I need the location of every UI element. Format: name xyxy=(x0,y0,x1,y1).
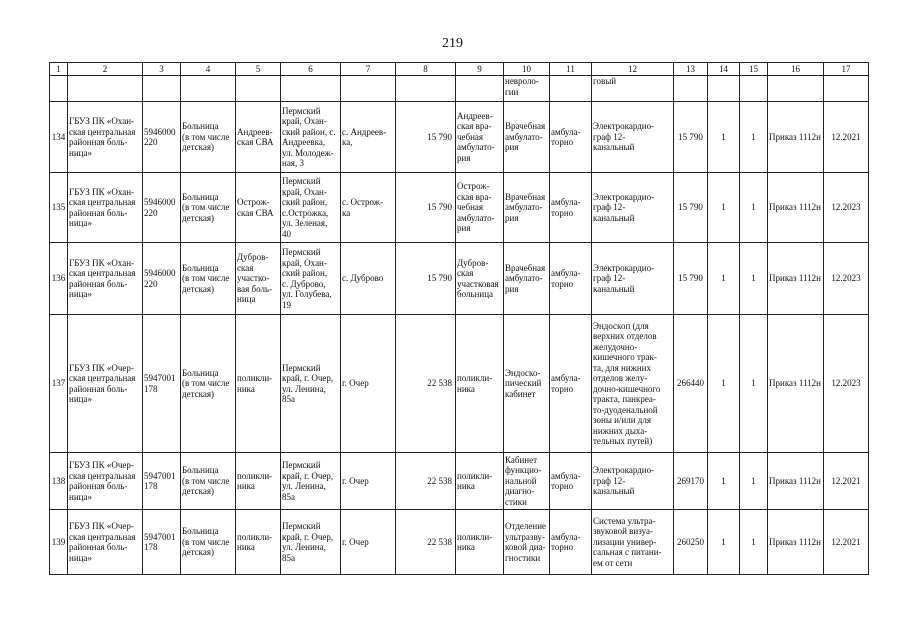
department: Эндоско- пический кабинет xyxy=(504,315,550,453)
carry-over-dept: невроло- гии xyxy=(504,76,550,102)
org-code: 5946000 220 xyxy=(143,173,181,243)
column-header: 13 xyxy=(674,63,708,76)
organization-name: ГБУЗ ПК «Очер- ская центральная районная боль- ница» xyxy=(68,510,143,575)
org-code: 5947001 178 xyxy=(143,315,181,453)
table-row xyxy=(50,173,869,243)
quantity-planned: 1 xyxy=(740,173,768,243)
target-date: 12.2023 xyxy=(824,315,869,453)
organization-name: ГБУЗ ПК «Очер- ская центральная районная боль- ница» xyxy=(68,315,143,453)
quantity-planned: 1 xyxy=(740,315,768,453)
target-date: 12.2021 xyxy=(824,510,869,575)
org-code: 5946000 220 xyxy=(143,102,181,173)
subunit-name: Андреев- ская вра- чебная амбулато- рия xyxy=(456,102,504,173)
population: 22 538 xyxy=(396,453,456,510)
column-header: 14 xyxy=(708,63,740,76)
facility-type: Больница (в том числе детская) xyxy=(181,510,236,575)
page-number: 219 xyxy=(442,36,463,51)
department: Врачебная амбулато- рия xyxy=(504,173,550,243)
column-header: 7 xyxy=(341,63,396,76)
equipment-name: Система ультра- звуковой визуа- лизации универ- сальная с питани- ем от сети xyxy=(592,510,674,575)
quantity: 1 xyxy=(708,510,740,575)
unit-name: Андреев- ская СВА xyxy=(236,102,281,173)
quantity-planned: 1 xyxy=(740,453,768,510)
subunit-name: поликли- ника xyxy=(456,510,504,575)
population: 22 538 xyxy=(396,315,456,453)
row-number: 136 xyxy=(50,243,68,315)
care-form: амбула- торно xyxy=(550,315,592,453)
target-date: 12.2023 xyxy=(824,173,869,243)
target-date: 12.2021 xyxy=(824,102,869,173)
row-number: 138 xyxy=(50,453,68,510)
subunit-name: Дубров- ская участковая больница xyxy=(456,243,504,315)
row-number: 137 xyxy=(50,315,68,453)
population: 15 790 xyxy=(396,102,456,173)
population: 15 790 xyxy=(396,173,456,243)
locality: г. Очер xyxy=(341,315,396,453)
quantity: 1 xyxy=(708,173,740,243)
unit-name: поликли- ника xyxy=(236,510,281,575)
table-row xyxy=(50,510,869,575)
table-row xyxy=(50,243,869,315)
price: 269170 xyxy=(674,453,708,510)
order-ref: Приказ 1112н xyxy=(768,315,824,453)
column-header: 8 xyxy=(396,63,456,76)
organization-name: ГБУЗ ПК «Охан- ская центральная районная боль- ница» xyxy=(68,243,143,315)
column-header: 1 xyxy=(50,63,68,76)
address: Пермский край, г. Очер, ул. Ленина, 85а xyxy=(281,453,341,510)
column-header: 10 xyxy=(504,63,550,76)
quantity-planned: 1 xyxy=(740,102,768,173)
order-ref: Приказ 1112н xyxy=(768,453,824,510)
department: Кабинет функцио- нальной диагно- стики xyxy=(504,453,550,510)
column-header: 4 xyxy=(181,63,236,76)
order-ref: Приказ 1112н xyxy=(768,102,824,173)
column-header: 3 xyxy=(143,63,181,76)
order-ref: Приказ 1112н xyxy=(768,243,824,315)
address: Пермский край, Охан- ский район, с. Дуброво, ул. Голубева, 19 xyxy=(281,243,341,315)
column-header: 17 xyxy=(824,63,869,76)
row-number: 139 xyxy=(50,510,68,575)
equipment-name: Электрокардио- граф 12- канальный xyxy=(592,243,674,315)
target-date: 12.2021 xyxy=(824,453,869,510)
table-row xyxy=(50,315,869,453)
unit-name: Острож- ская СВА xyxy=(236,173,281,243)
department: Отделение ультразву- ковой диа- гностики xyxy=(504,510,550,575)
unit-name: поликли- ника xyxy=(236,315,281,453)
locality: с. Дуброво xyxy=(341,243,396,315)
care-form: амбула- торно xyxy=(550,453,592,510)
address: Пермский край, Охан- ский район, с. Андреевка, ул. Молодеж- ная, 3 xyxy=(281,102,341,173)
price: 260250 xyxy=(674,510,708,575)
address: Пермский край, г. Очер, ул. Ленина, 85а xyxy=(281,510,341,575)
facility-type: Больница (в том числе детская) xyxy=(181,453,236,510)
carry-over-equipment: говый xyxy=(592,76,674,102)
quantity: 1 xyxy=(708,315,740,453)
facility-type: Больница (в том числе детская) xyxy=(181,315,236,453)
address: Пермский край, г. Очер, ул. Ленина, 85а xyxy=(281,315,341,453)
organization-name: ГБУЗ ПК «Охан- ская центральная районная боль- ница» xyxy=(68,173,143,243)
price: 266440 xyxy=(674,315,708,453)
column-header: 9 xyxy=(456,63,504,76)
facility-type: Больница (в том числе детская) xyxy=(181,243,236,315)
locality: с. Острож- ка xyxy=(341,173,396,243)
order-ref: Приказ 1112н xyxy=(768,510,824,575)
equipment-name: Электрокардио- граф 12- канальный xyxy=(592,173,674,243)
unit-name: Дубров- ская участко- вая боль- ница xyxy=(236,243,281,315)
column-header: 16 xyxy=(768,63,824,76)
locality: г. Очер xyxy=(341,453,396,510)
locality: г. Очер xyxy=(341,510,396,575)
department: Врачебная амбулато- рия xyxy=(504,243,550,315)
org-code: 5947001 178 xyxy=(143,453,181,510)
header-row xyxy=(50,63,869,76)
equipment-name: Эндоскоп (для верхних отделов желудочно- кишечного трак- та, для нижних отделов желу- дочно-кишечного тракта, панкреа- то-дуоденальной зоны и/или для нижних дыха- тельных путей) xyxy=(592,315,674,453)
care-form: амбула- торно xyxy=(550,243,592,315)
subunit-name: поликли- ника xyxy=(456,315,504,453)
quantity-planned: 1 xyxy=(740,243,768,315)
carry-over-row xyxy=(50,76,869,102)
column-header: 5 xyxy=(236,63,281,76)
column-header: 15 xyxy=(740,63,768,76)
column-header: 6 xyxy=(281,63,341,76)
department: Врачебная амбулато- рия xyxy=(504,102,550,173)
locality: с. Андреев- ка, xyxy=(341,102,396,173)
care-form: амбула- торно xyxy=(550,102,592,173)
row-number: 135 xyxy=(50,173,68,243)
organization-name: ГБУЗ ПК «Охан- ская центральная районная боль- ница» xyxy=(68,102,143,173)
table-row xyxy=(50,102,869,173)
population: 22 538 xyxy=(396,510,456,575)
column-header: 11 xyxy=(550,63,592,76)
equipment-table xyxy=(49,62,869,575)
population: 15 790 xyxy=(396,243,456,315)
price: 15 790 xyxy=(674,243,708,315)
price: 15 790 xyxy=(674,102,708,173)
subunit-name: поликли- ника xyxy=(456,453,504,510)
column-header: 12 xyxy=(592,63,674,76)
unit-name: поликли- ника xyxy=(236,453,281,510)
quantity: 1 xyxy=(708,102,740,173)
address: Пермский край, Охан- ский район, с.Острожка, ул. Зеленая, 40 xyxy=(281,173,341,243)
row-number: 134 xyxy=(50,102,68,173)
order-ref: Приказ 1112н xyxy=(768,173,824,243)
quantity: 1 xyxy=(708,453,740,510)
org-code: 5947001 178 xyxy=(143,510,181,575)
quantity-planned: 1 xyxy=(740,510,768,575)
facility-type: Больница (в том числе детская) xyxy=(181,173,236,243)
quantity: 1 xyxy=(708,243,740,315)
facility-type: Больница (в том числе детская) xyxy=(181,102,236,173)
organization-name: ГБУЗ ПК «Очер- ская центральная районная боль- ница» xyxy=(68,453,143,510)
subunit-name: Острож- ская вра- чебная амбулато- рия xyxy=(456,173,504,243)
care-form: амбула- торно xyxy=(550,173,592,243)
table-row xyxy=(50,453,869,510)
equipment-name: Электрокардио- граф 12- канальный xyxy=(592,453,674,510)
org-code: 5946000 220 xyxy=(143,243,181,315)
care-form: амбула- торно xyxy=(550,510,592,575)
column-header: 2 xyxy=(68,63,143,76)
equipment-name: Электрокардио- граф 12- канальный xyxy=(592,102,674,173)
price: 15 790 xyxy=(674,173,708,243)
target-date: 12.2023 xyxy=(824,243,869,315)
